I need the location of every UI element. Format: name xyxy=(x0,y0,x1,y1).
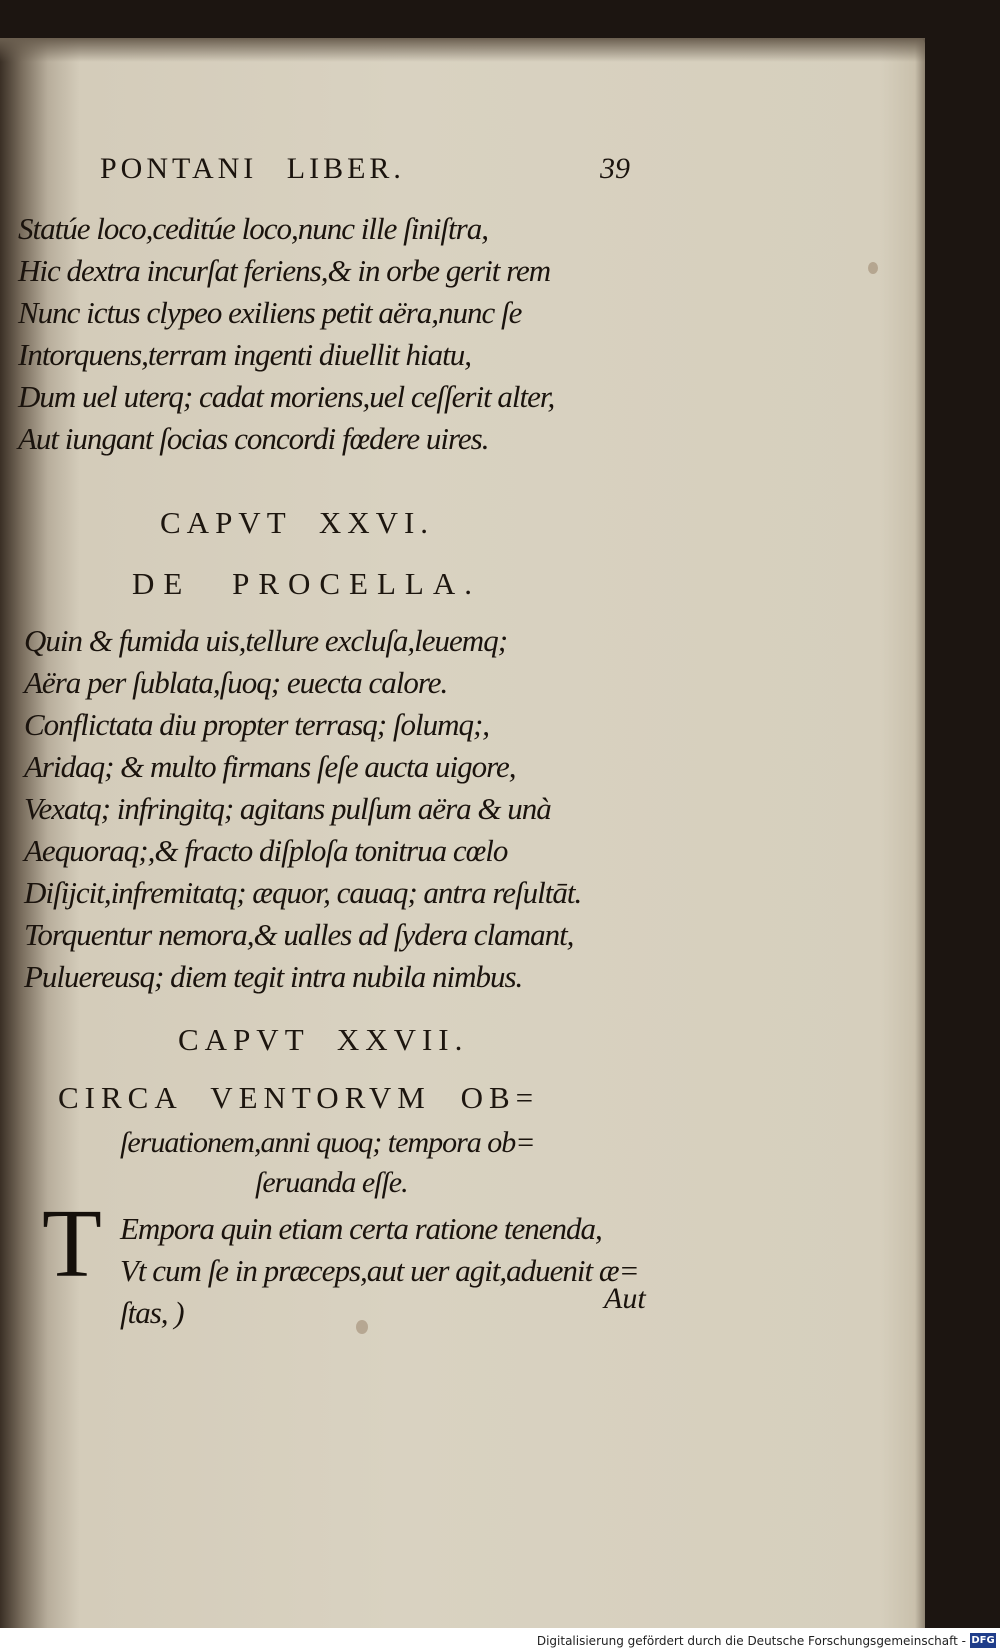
page-number: 39 xyxy=(600,152,630,185)
verse-line: Vexatq; infringitq; agitans pulſum aëra & unà xyxy=(24,791,551,826)
chapter-subheading: ſeruanda eſſe. xyxy=(255,1166,408,1199)
drop-capital: T xyxy=(42,1190,102,1298)
verse-line: Torquentur nemora,& ualles ad ſydera clamant, xyxy=(24,917,574,952)
verse-line: Quin & fumida uis,tellure excluſa,leuemq; xyxy=(24,623,508,658)
verse-line: Diſijcit,infremitatq; æquor, cauaq; antra reſultāt. xyxy=(24,875,582,910)
verse-block-middle xyxy=(24,620,581,998)
footer-bar xyxy=(0,1628,1000,1651)
chapter-subheading: ſeruationem,anni quoq; tempora ob= xyxy=(120,1126,535,1159)
verse-line: Aëra per ſublata,ſuoq; euecta calore. xyxy=(24,665,448,700)
verse-line: Intorquens,terram ingenti diuellit hiatu, xyxy=(18,337,471,372)
footer-text: Digitalisierung gefördert durch die Deutsche Forschungsgemeinschaft - xyxy=(536,1634,966,1648)
verse-line: Aridaq; & multo firmans ſeſe aucta uigore, xyxy=(24,749,516,784)
page-stain xyxy=(868,262,878,274)
verse-line: Hic dextra incurſat feriens,& in orbe gerit rem xyxy=(18,253,551,288)
verse-line: Puluereusq; diem tegit intra nubila nimbus. xyxy=(24,959,523,994)
verse-block-bottom xyxy=(120,1208,639,1334)
chapter-subheading: DE PROCELLA. xyxy=(132,566,481,601)
chapter-subheading: CIRCA VENTORVM OB= xyxy=(58,1080,540,1115)
verse-line: Aut iungant ſocias concordi fœdere uires. xyxy=(18,421,489,456)
running-head xyxy=(100,152,630,192)
verse-line: Statúe loco,ceditúe loco,nunc ille ſiniſtra, xyxy=(18,211,488,246)
dfg-logo: DFG xyxy=(971,1635,995,1646)
verse-line: Nunc ictus clypeo exiliens petit aëra,nunc ſe xyxy=(18,295,522,330)
verse-line: ſtas, ) xyxy=(120,1295,184,1330)
running-title: PONTANI LIBER. xyxy=(100,152,405,185)
catchword: Aut xyxy=(604,1282,646,1315)
verse-line: Aequoraq;,& fracto diſploſa tonitrua cœlo xyxy=(24,833,508,868)
verse-line: Dum uel uterq; cadat moriens,uel ceſſerit alter, xyxy=(18,379,555,414)
verse-block-top xyxy=(18,208,554,460)
verse-line: Vt cum ſe in præceps,aut uer agit,aduenit æ= xyxy=(120,1253,639,1288)
verse-line: Conflictata diu propter terrasq; ſolumq;, xyxy=(24,707,490,742)
verse-line: Empora quin etiam certa ratione tenenda, xyxy=(120,1211,602,1246)
chapter-heading: CAPVT XXVI. xyxy=(160,505,435,540)
chapter-heading: CAPVT XXVII. xyxy=(178,1022,469,1057)
